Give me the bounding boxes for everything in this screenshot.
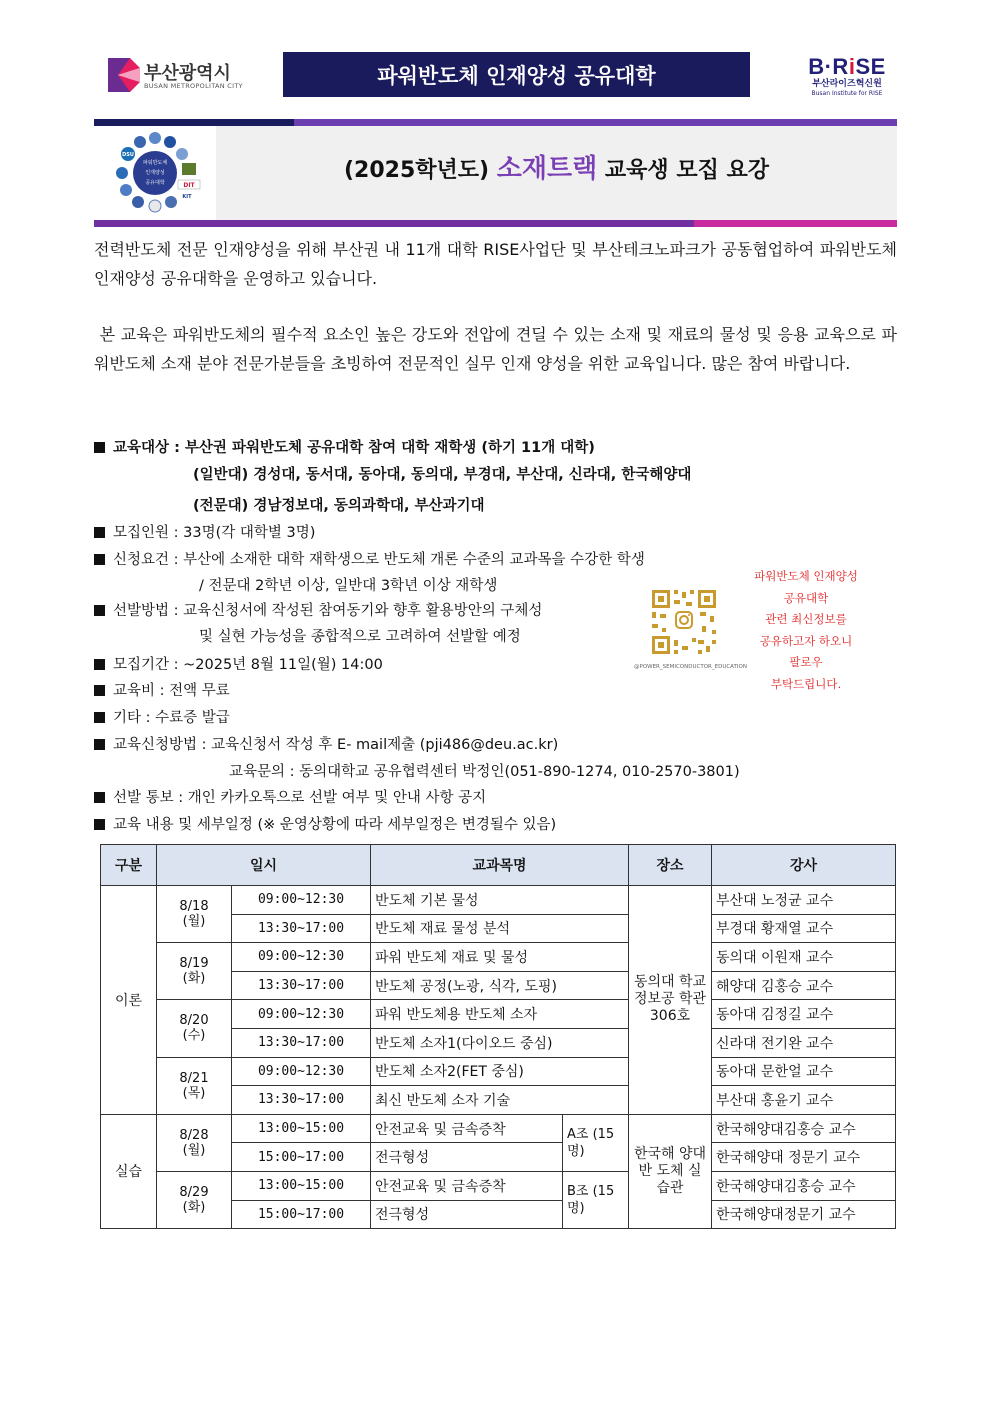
header-instructor: 강사	[712, 845, 896, 886]
busan-logo-korean: 부산광역시	[144, 63, 231, 84]
course-cell: 전극형성	[371, 1143, 563, 1172]
info-other: 기타 : 수료증 발급	[94, 708, 230, 728]
group-cell: A조 (15명)	[563, 1114, 629, 1171]
date-cell: 8/28 (월)	[157, 1114, 232, 1171]
table-row	[101, 1057, 896, 1086]
time-cell: 13:00~15:00	[232, 1171, 371, 1200]
logo-dit: DIT	[183, 182, 195, 189]
instructor-cell: 한국해양대김홍승 교수	[712, 1171, 896, 1200]
qr-code-icon	[634, 580, 734, 664]
bullet-square-icon	[94, 442, 105, 453]
course-cell: 반도체 소자1(다이오드 중심)	[371, 1028, 629, 1057]
info-requirement-cont: / 전문대 2학년 이상, 일반대 3학년 이상 재학생	[199, 578, 498, 594]
bullet-square-icon	[94, 792, 105, 803]
instructor-cell: 한국해양대정문기 교수	[712, 1200, 896, 1229]
instructor-cell: 동아대 김정길 교수	[712, 1000, 896, 1029]
logo-center-line-1: 파워반도체	[142, 160, 168, 166]
table-row	[101, 1114, 896, 1143]
brise-wordmark: B·RiSE	[808, 54, 886, 79]
title-track: 소재트랙	[496, 154, 598, 184]
time-cell: 13:30~17:00	[232, 914, 371, 943]
info-selection: 선발방법 : 교육신청서에 작성된 참여동기와 향후 활용방안의 구체성	[94, 601, 542, 621]
info-fee: 교육비 : 전액 무료	[94, 681, 230, 701]
bullet-square-icon	[94, 685, 105, 696]
course-cell: 파워 반도체 재료 및 물성	[371, 943, 629, 972]
bullet-square-icon	[94, 605, 105, 616]
course-cell: 안전교육 및 금속증착	[371, 1114, 563, 1143]
time-cell: 15:00~17:00	[232, 1143, 371, 1172]
logo-center-line-3: 공유대학	[145, 180, 165, 186]
instructor-cell: 부산대 노정균 교수	[712, 886, 896, 915]
instructor-cell: 부경대 황재열 교수	[712, 914, 896, 943]
time-cell: 13:00~15:00	[232, 1114, 371, 1143]
header-course: 교과목명	[371, 845, 629, 886]
instructor-cell: 동아대 문한얼 교수	[712, 1057, 896, 1086]
course-cell: 반도체 공정(노광, 식각, 도핑)	[371, 971, 629, 1000]
time-cell: 09:00~12:30	[232, 1000, 371, 1029]
instructor-cell: 신라대 전기완 교수	[712, 1028, 896, 1057]
table-row	[101, 1171, 896, 1200]
table-row	[101, 886, 896, 915]
info-apply: 교육신청방법 : 교육신청서 작성 후 E- mail제출 (pji486@deu.ac.kr)	[94, 735, 558, 755]
header-category: 구분	[101, 845, 157, 886]
instructor-cell: 한국해양대 정문기 교수	[712, 1143, 896, 1172]
title-year: (2025학년도)	[343, 158, 490, 183]
time-cell: 13:30~17:00	[232, 971, 371, 1000]
bullet-square-icon	[94, 819, 105, 830]
time-cell: 09:00~12:30	[232, 1057, 371, 1086]
bullet-square-icon	[94, 739, 105, 750]
logo-center-line-2: 인재양성	[145, 170, 165, 176]
university-logos-icon	[94, 126, 216, 220]
time-cell: 13:30~17:00	[232, 1028, 371, 1057]
time-cell: 09:00~12:30	[232, 886, 371, 915]
bullet-square-icon	[94, 527, 105, 538]
intro-paragraph-2: 본 교육은 파워반도체의 필수적 요소인 높은 강도와 전압에 견딜 수 있는 소재 및 재료의 물성 및 응용 교육으로 파워반도체 소재 분야 전문가분들을 초빙하여 전문적인 실무 인재 양성을 위한 교육입니다. 많은 참여 바랍니다.	[94, 325, 897, 373]
bullet-square-icon	[94, 712, 105, 723]
info-schedule-intro: 교육 내용 및 세부일정 (※ 운영상황에 따라 세부일정은 변경될수 있음)	[94, 815, 556, 835]
logo-kit: KIT	[182, 194, 192, 200]
brise-logo	[797, 55, 897, 95]
location-cell: 한국해 양대반 도체 실습관	[629, 1114, 712, 1228]
time-cell: 15:00~17:00	[232, 1200, 371, 1229]
instructor-cell: 한국해양대김홍승 교수	[712, 1114, 896, 1143]
header-title: 파워반도체 인재양성 공유대학	[283, 52, 750, 97]
instagram-qr-code[interactable]	[634, 580, 747, 684]
header-datetime: 일시	[157, 845, 371, 886]
info-target-general: (일반대) 경성대, 동서대, 동아대, 동의대, 부경대, 부산대, 신라대, 한국해양대	[193, 467, 692, 483]
instructor-cell: 해양대 김홍승 교수	[712, 971, 896, 1000]
date-cell: 8/19 (화)	[157, 943, 232, 1000]
brise-logo-english: Busan Institute for RISE	[811, 90, 883, 97]
header-location: 장소	[629, 845, 712, 886]
date-cell: 8/21 (목)	[157, 1057, 232, 1114]
course-cell: 반도체 소자2(FET 중심)	[371, 1057, 629, 1086]
page-title	[216, 148, 897, 185]
date-cell: 8/20 (수)	[157, 1000, 232, 1057]
bullet-square-icon	[94, 554, 105, 565]
course-cell: 반도체 기본 물성	[371, 886, 629, 915]
banner-bottom-rule-pink	[694, 220, 897, 227]
instructor-cell: 부산대 홍윤기 교수	[712, 1086, 896, 1115]
busan-logo-english: BUSAN METROPOLITAN CITY	[144, 82, 243, 90]
info-selection-cont: 및 실현 가능성을 종합적으로 고려하여 선발할 예정	[199, 629, 521, 645]
info-target: 교육대상 : 부산권 파워반도체 공유대학 참여 대학 재학생 (하기 11개 대학)	[94, 438, 595, 458]
bullet-square-icon	[94, 659, 105, 670]
category-cell: 이론	[101, 886, 157, 1115]
time-cell: 13:30~17:00	[232, 1086, 371, 1115]
info-notice: 선발 통보 : 개인 카카오톡으로 선발 여부 및 안내 사항 공지	[94, 788, 486, 808]
location-cell: 동의대 학교 정보공 학관 306호	[629, 886, 712, 1115]
intro-paragraph-1: 전력반도체 전문 인재양성을 위해 부산권 내 11개 대학 RISE사업단 및 부산테크노파크가 공동협업하여 파워반도체 인재양성 공유대학을 운영하고 있습니다.	[94, 240, 897, 288]
banner-top-rule-purple	[294, 119, 897, 126]
group-cell: B조 (15명)	[563, 1171, 629, 1228]
course-cell: 안전교육 및 금속증착	[371, 1171, 563, 1200]
instructor-cell: 동의대 이원재 교수	[712, 943, 896, 972]
table-row	[101, 943, 896, 972]
info-period: 모집기간 : ~2025년 8월 11일(월) 14:00	[94, 655, 383, 675]
course-cell: 최신 반도체 소자 기술	[371, 1086, 629, 1115]
title-suffix: 교육생 모집 요강	[604, 158, 769, 183]
info-inquiry: 교육문의 : 동의대학교 공유협력센터 박정인(051-890-1274, 010-2570-3801)	[229, 764, 740, 780]
table-row	[101, 1000, 896, 1029]
course-cell: 파워 반도체용 반도체 소자	[371, 1000, 629, 1029]
table-header-row	[101, 845, 896, 886]
info-quota: 모집인원 : 33명(각 대학별 3명)	[94, 523, 315, 543]
date-cell: 8/18 (월)	[157, 886, 232, 943]
banner-bottom-rule-purple	[94, 220, 694, 227]
brise-logo-korean: 부산라이즈혁신원	[812, 79, 882, 89]
course-cell: 반도체 재료 물성 분석	[371, 914, 629, 943]
university-logo-cluster	[94, 126, 216, 220]
busan-logo-icon	[108, 58, 140, 92]
category-cell: 실습	[101, 1114, 157, 1228]
banner-top-rule-dark	[94, 119, 294, 126]
time-cell: 09:00~12:30	[232, 943, 371, 972]
busan-city-logo	[108, 58, 248, 94]
date-cell: 8/29 (화)	[157, 1171, 232, 1228]
logo-dsu: DSU	[122, 152, 134, 158]
info-target-college: (전문대) 경남정보대, 동의과학대, 부산과기대	[193, 498, 485, 514]
info-requirement: 신청요건 : 부산에 소재한 대학 재학생으로 반도체 개론 수준의 교과목을 수강한 학생	[94, 550, 645, 570]
schedule-table	[100, 844, 896, 1229]
qr-follow-note: 파워반도체 인재양성 공유대학 관련 최신정보를 공유하고자 하오니 팔로우 부탁드립니다.	[754, 569, 858, 691]
qr-caption: @POWER_SEMICONDUCTOR_EDUCATION	[634, 664, 747, 670]
course-cell: 전극형성	[371, 1200, 563, 1229]
